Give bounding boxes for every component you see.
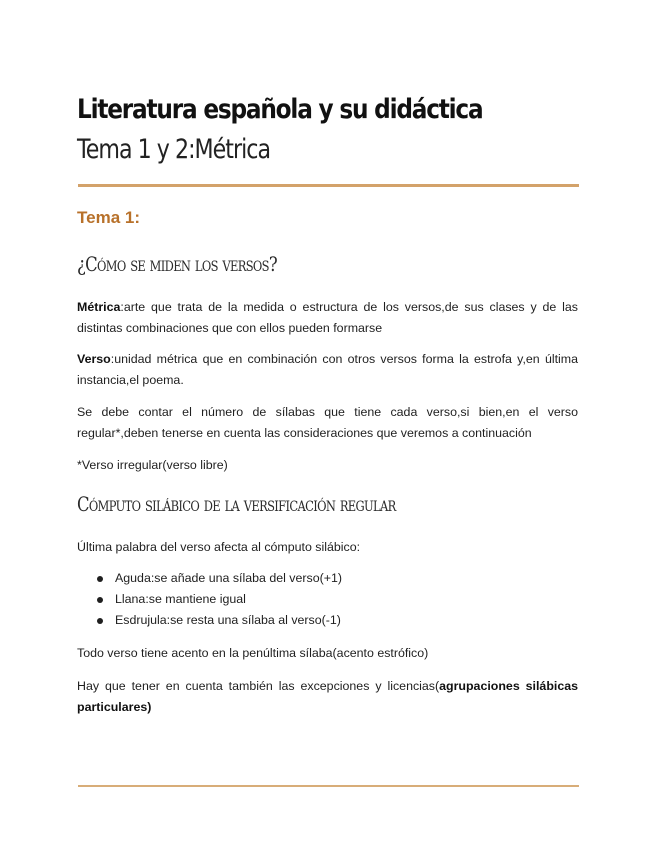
paragraph-verso-irregular: *Verso irregular(verso libre) bbox=[77, 458, 228, 472]
excepciones-text: Hay que tener en cuenta también las excepciones y licencias( bbox=[77, 679, 440, 693]
list-item bbox=[77, 589, 578, 610]
list-item-text: Esdrujula:se resta una sílaba al verso(-1) bbox=[115, 613, 341, 627]
paragraph-verso bbox=[77, 349, 578, 391]
excepciones-bold: agrupaciones silábicas particulares) bbox=[77, 679, 579, 714]
list-item bbox=[77, 568, 578, 589]
paragraph-metrica bbox=[77, 297, 578, 339]
bullet-icon bbox=[97, 576, 103, 582]
paragraph-contar-silabas: Se debe contar el número de sílabas que tiene cada verso,si bien,en el verso regular*,deben tenerse en cuenta las consideraciones que veremos a continuación bbox=[77, 405, 578, 440]
definition-verso: :unidad métrica que en combinación con otros versos forma la estrofa y,en última instancia,el poema. bbox=[77, 352, 578, 387]
top-divider bbox=[78, 184, 579, 187]
list-item-text: Llana:se mantiene igual bbox=[115, 592, 246, 606]
bullet-icon bbox=[97, 618, 103, 624]
definition-metrica: :arte que trata de la medida o estructura de los versos,de sus clases y de las distintas combinaciones que con ellos pueden formarse bbox=[77, 300, 578, 335]
heading-como-se-miden: ¿Cómo se miden los versos? bbox=[77, 252, 278, 276]
paragraph-ultima-palabra: Última palabra del verso afecta al cómputo silábico: bbox=[77, 540, 361, 554]
paragraph-acento: Todo verso tiene acento en la penúltima sílaba(acento estrófico) bbox=[77, 646, 429, 660]
bottom-divider bbox=[78, 785, 579, 787]
section-tema-heading: Tema 1: bbox=[77, 208, 140, 227]
term-metrica: Métrica bbox=[77, 300, 121, 314]
term-verso: Verso bbox=[77, 352, 111, 366]
list-item bbox=[77, 610, 578, 631]
bullet-icon bbox=[97, 597, 103, 603]
paragraph-excepciones bbox=[77, 676, 578, 718]
bullet-list bbox=[77, 568, 578, 631]
heading-computo-silabico: Cómputo silábico de la versificación regular bbox=[77, 492, 396, 516]
document-subtitle: Tema 1 y 2:Métrica bbox=[77, 134, 271, 165]
document-title: Literatura española y su didáctica bbox=[77, 94, 483, 125]
list-item-text: Aguda:se añade una sílaba del verso(+1) bbox=[115, 571, 342, 585]
